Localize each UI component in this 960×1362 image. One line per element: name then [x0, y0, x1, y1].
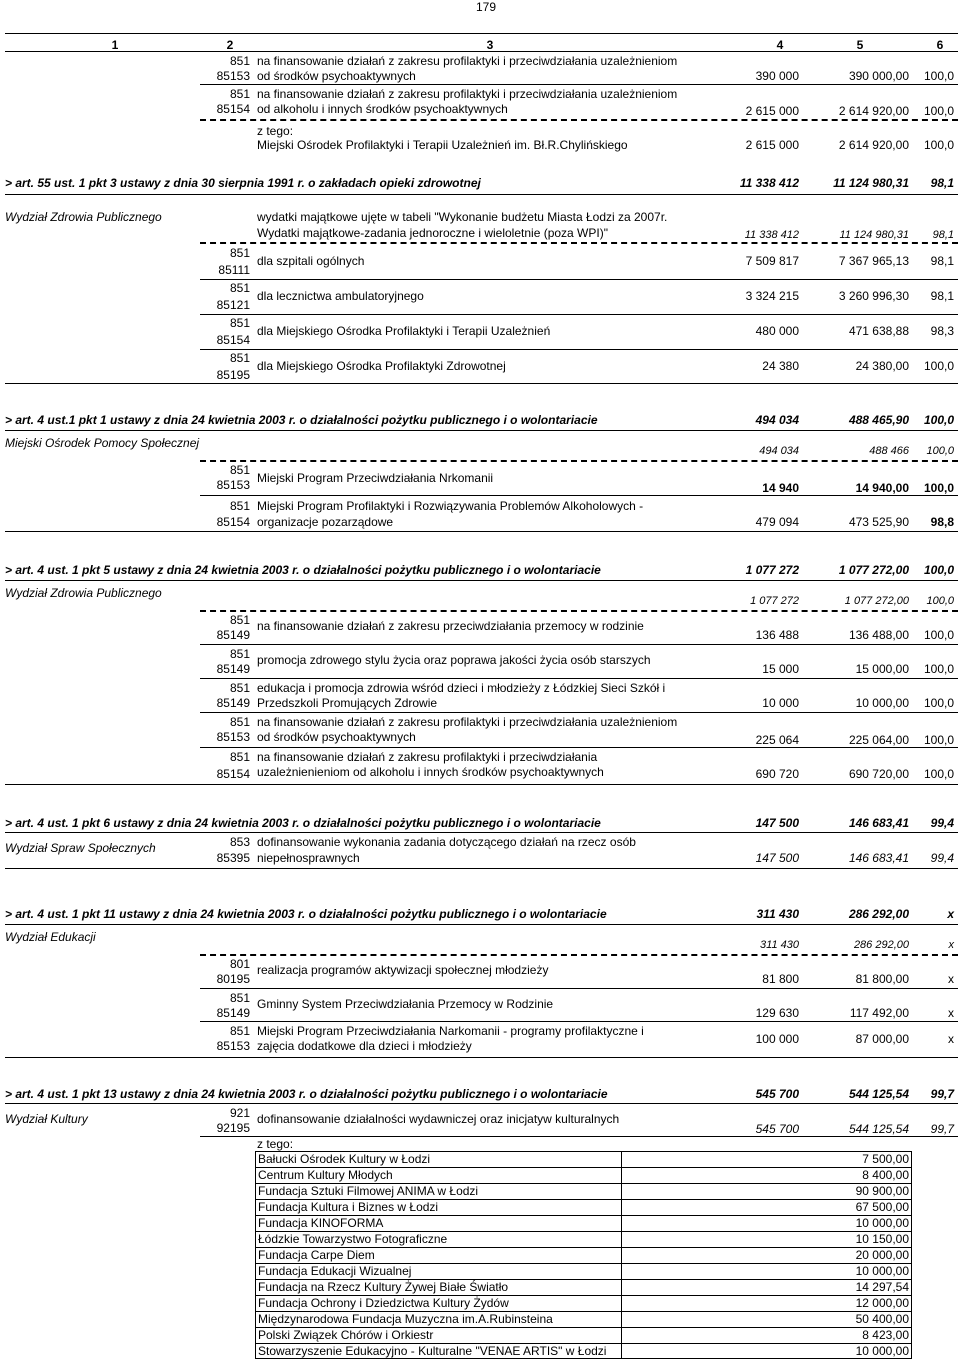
s3-row-4-plan: 225 064: [755, 733, 799, 747]
s3-row-1-wyk: 136 488,00: [848, 628, 909, 642]
header-col-6: 6: [936, 38, 944, 52]
s3-pct: 100,0: [923, 563, 954, 577]
s1-row-4-wyk: 24 380,00: [855, 359, 909, 373]
s6-plan: 545 700: [755, 1087, 799, 1101]
s6-row-wyk: 544 125,54: [848, 1122, 909, 1136]
s1-row-1-plan: 7 509 817: [745, 254, 799, 268]
org-name: Bałucki Ośrodek Kultury w Łodzi: [258, 1152, 431, 1166]
s5-row-1-dz: 801: [229, 957, 250, 971]
s5-row-1-roz: 80195: [216, 972, 250, 986]
s5-pct: x: [947, 907, 954, 921]
s2-row-1-border: [200, 495, 958, 496]
s3-row-3-desc-1: edukacja i promocja zdrowia wśród dzieci i młodzieży z Łódzkiej Sieci Szkół i: [257, 681, 666, 695]
s6-row-border: [200, 1136, 958, 1137]
s4-pct: 99,4: [930, 816, 954, 830]
s4-row-pct: 99,4: [930, 851, 954, 865]
s4-row-desc-2: niepełnosprawnych: [257, 851, 360, 865]
s5-row-2-roz: 85149: [216, 1006, 250, 1020]
s5-row-1-wyk: 81 800,00: [855, 972, 909, 986]
s5-row-3-dz: 851: [229, 1024, 250, 1038]
top-ztego-label: z tego:: [257, 124, 294, 138]
top-row-1-pct: 100,0: [923, 69, 954, 83]
header-col-4: 4: [776, 38, 784, 52]
s3-row-3-plan: 10 000: [762, 696, 799, 710]
org-value: 8 400,00: [862, 1168, 909, 1182]
s1-pct: 98,1: [930, 176, 954, 190]
org-row-border: [255, 1167, 912, 1168]
s2-row-1-wyk: 14 940,00: [855, 481, 909, 495]
s1-row-2-wyk: 3 260 996,30: [838, 289, 909, 303]
s3-row-1-desc-1: na finansowanie działań z zakresu przeciwdziałania przemocy w rodzinie: [257, 619, 644, 633]
s5-bottom-border: [5, 1057, 958, 1058]
s5-unit-wyk: 286 292,00: [853, 939, 909, 951]
s4-wyk: 146 683,41: [848, 816, 909, 830]
s3-row-2-border: [200, 678, 958, 679]
s3-unit-wyk: 1 077 272,00: [844, 595, 909, 607]
s2-row-1-pct: 100,0: [923, 481, 954, 495]
s4-row-dz: 853: [229, 835, 250, 849]
s2-unit: Miejski Ośrodek Pomocy Społecznej: [5, 436, 200, 450]
org-name: Fundacja Carpe Diem: [258, 1248, 375, 1262]
s5-row-1-plan: 81 800: [762, 972, 799, 986]
s5-row-3-roz: 85153: [216, 1039, 250, 1053]
s1-row-4-pct: 100,0: [923, 359, 954, 373]
s3-row-5-dz: 851: [229, 750, 250, 764]
s1-row-3-name: dla Miejskiego Ośrodka Profilaktyki i Terapii Uzależnień: [257, 324, 551, 338]
s3-row-2-roz: 85149: [216, 662, 250, 676]
s3-row-5-plan: 690 720: [755, 767, 799, 781]
s6-title-border: [5, 1103, 958, 1104]
org-row-border: [255, 1311, 912, 1312]
s2-row-1-desc-1: Miejski Program Przeciwdziałania Nrkomanii: [257, 471, 494, 485]
s2-dashed-separator: [200, 460, 958, 462]
s3-title-border: [5, 580, 958, 581]
s2-row-1-plan: 14 940: [762, 481, 799, 495]
s2-title-border: [5, 430, 958, 431]
top-row-1-border: [200, 84, 958, 85]
s3-unit: Wydział Zdrowia Publicznego: [5, 586, 162, 600]
org-value: 10 000,00: [855, 1264, 909, 1278]
s1-dashed-separator: [200, 242, 958, 244]
s4-row-plan: 147 500: [755, 851, 799, 865]
s3-row-3-desc-2: Przedszkoli Promujących Zdrowie: [257, 696, 438, 710]
s3-row-2-wyk: 15 000,00: [855, 662, 909, 676]
s6-pct: 99,7: [930, 1087, 954, 1101]
s1-plan: 11 338 412: [739, 176, 799, 190]
top-row-1-desc-2: od środków psychoaktywnych: [257, 69, 416, 83]
org-value: 67 500,00: [855, 1200, 909, 1214]
top-dashed-separator: [200, 119, 958, 121]
s1-desc-1: wydatki majątkowe ujęte w tabeli "Wykonanie budżetu Miasta Łodzi za 2007r.: [257, 210, 668, 224]
page-number: 179: [475, 0, 497, 14]
s1-row-2-dz: 851: [229, 281, 250, 295]
s3-unit-plan: 1 077 272: [750, 595, 799, 607]
s3-row-2-desc-1: promocja zdrowego stylu życia oraz poprawa jakości życia osób starszych: [257, 653, 651, 667]
s6-unit: Wydział Kultury: [5, 1112, 88, 1126]
header-col-5: 5: [856, 38, 864, 52]
s3-row-4-roz: 85153: [216, 730, 250, 744]
s3-row-2-pct: 100,0: [923, 662, 954, 676]
s5-row-3-wyk: 87 000,00: [855, 1032, 909, 1046]
s4-bottom-border: [5, 868, 958, 869]
s2-title: > art. 4 ust.1 pkt 1 ustawy z dnia 24 kwietnia 2003 r. o działalności pożytku publicznego i o wolontariacie: [5, 413, 598, 427]
s5-row-3-pct: x: [948, 1032, 954, 1046]
s4-unit: Wydział Spraw Społecznych: [5, 841, 156, 855]
s1-row-2-pct: 98,1: [930, 289, 954, 303]
org-value: 90 900,00: [855, 1184, 909, 1198]
s1-wyk: 11 124 980,31: [833, 176, 909, 190]
s3-row-1-roz: 85149: [216, 628, 250, 642]
s3-row-3-roz: 85149: [216, 696, 250, 710]
s5-row-1-border: [200, 988, 958, 989]
s2-row-2-plan: 479 094: [755, 515, 799, 529]
s3-row-4-desc-2: od środków psychoaktywnych: [257, 730, 416, 744]
s2-row-2-dz: 851: [229, 499, 250, 513]
org-name: Fundacja KINOFORMA: [258, 1216, 384, 1230]
s1-row-3-pct: 98,3: [930, 324, 954, 338]
s3-bottom-border: [5, 784, 958, 785]
top-sub-pct: 100,0: [923, 138, 954, 152]
s5-row-1-pct: x: [948, 972, 954, 986]
s2-unit-wyk: 488 466: [869, 445, 909, 457]
s1-row-1-name: dla szpitali ogólnych: [257, 254, 365, 268]
org-row-border: [255, 1215, 912, 1216]
s4-title: > art. 4 ust. 1 pkt 6 ustawy z dnia 24 kwietnia 2003 r. o działalności pożytku publicznego i o wolontariacie: [5, 816, 601, 830]
s1-row-4-dz: 851: [229, 351, 250, 365]
top-row-2-desc-1: na finansowanie działań z zakresu profilaktyki i przeciwdziałania uzależnieniom: [257, 87, 678, 101]
s2-unit-plan: 494 034: [759, 445, 799, 457]
s4-row-desc-1: dofinansowanie wykonania zadania dotyczącego działań na rzecz osób: [257, 835, 636, 849]
s3-row-4-desc-1: na finansowanie działań z zakresu profilaktyki i przeciwdziałania uzależnieniom: [257, 715, 678, 729]
org-row-border: [255, 1199, 912, 1200]
s2-plan: 494 034: [755, 413, 799, 427]
s2-bottom-border: [5, 531, 958, 532]
s5-unit-plan: 311 430: [760, 939, 799, 951]
s2-row-2-pct: 98,8: [930, 515, 954, 529]
org-row-border: [255, 1231, 912, 1232]
s1-row-1-roz: 85111: [218, 263, 250, 277]
s6-title: > art. 4 ust. 1 pkt 13 ustawy z dnia 24 kwietnia 2003 r. o działalności pożytku publicznego i o wolontariacie: [5, 1087, 608, 1101]
s4-plan: 147 500: [755, 816, 799, 830]
s3-row-1-pct: 100,0: [923, 628, 954, 642]
s6-ztego-label: z tego:: [257, 1137, 294, 1151]
s3-wyk: 1 077 272,00: [838, 563, 909, 577]
top-row-2-wyk: 2 614 920,00: [838, 104, 909, 118]
s3-row-5-roz: 85154: [216, 767, 250, 781]
top-sub-plan: 2 615 000: [745, 138, 799, 152]
s5-row-2-border: [200, 1021, 958, 1022]
top-row-1-roz: 85153: [216, 69, 250, 83]
org-value: 14 297,54: [855, 1280, 909, 1294]
s1-row-3-border: [200, 349, 958, 350]
s5-row-2-wyk: 117 492,00: [849, 1006, 909, 1020]
s3-row-5-pct: 100,0: [923, 767, 954, 781]
s4-row-roz: 85395: [216, 851, 250, 865]
s3-row-4-dz: 851: [229, 715, 250, 729]
org-value: 10 000,00: [855, 1216, 909, 1230]
header-col-1: 1: [111, 38, 119, 52]
s2-row-2-desc-1: Miejski Program Profilaktyki i Rozwiązywania Problemów Alkoholowych -: [257, 499, 644, 513]
top-sub-name: Miejski Ośrodek Profilaktyki i Terapii Uzależnień im. Bł.R.Chylińskiego: [257, 138, 628, 152]
s3-row-1-dz: 851: [229, 613, 250, 627]
s1-desc-wyk: 11 124 980,31: [839, 229, 909, 241]
s3-dashed-separator: [200, 610, 958, 612]
top-sub-wyk: 2 614 920,00: [838, 138, 909, 152]
s3-row-4-pct: 100,0: [923, 733, 954, 747]
s3-row-4-wyk: 225 064,00: [848, 733, 909, 747]
org-row-border: [255, 1263, 912, 1264]
top-row-1-dz: 851: [229, 54, 250, 68]
s1-row-4-roz: 85195: [216, 368, 250, 382]
s5-row-2-desc-1: Gminny System Przeciwdziałania Przemocy w Rodzinie: [257, 997, 554, 1011]
s1-row-4-plan: 24 380: [762, 359, 799, 373]
s1-row-2-roz: 85121: [216, 298, 250, 312]
s3-row-5-desc-1: na finansowanie działań z zakresu profilaktyki i przeciwdziałania: [257, 750, 598, 764]
s3-row-1-border: [200, 644, 958, 645]
org-value: 10 150,00: [855, 1232, 909, 1246]
s3-row-3-wyk: 10 000,00: [855, 696, 909, 710]
top-row-2-plan: 2 615 000: [745, 104, 799, 118]
top-row-2-roz: 85154: [216, 102, 250, 116]
org-name: Stowarzyszenie Edukacyjno - Kulturalne "VENAE ARTIS" w Łodzi: [258, 1344, 607, 1358]
org-name: Polski Związek Chórów i Orkiestr: [258, 1328, 434, 1342]
org-row-border: [255, 1183, 912, 1184]
org-name: Fundacja Ochrony i Dziedzictwa Kultury Żydów: [258, 1296, 509, 1310]
org-value: 10 000,00: [855, 1344, 909, 1358]
s3-row-3-border: [200, 712, 958, 713]
s2-row-1-roz: 85153: [216, 478, 250, 492]
s5-dashed-separator: [200, 954, 958, 956]
s5-row-3-desc-2: zajęcia dodatkowe dla dzieci i młodzieży: [257, 1039, 472, 1053]
s2-row-2-desc-2: organizacje pozarządowe: [257, 515, 394, 529]
s1-title: > art. 55 ust. 1 pkt 3 ustawy z dnia 30 sierpnia 1991 r. o zakładach opieki zdrowotnej: [5, 176, 481, 190]
org-name: Centrum Kultury Młodych: [258, 1168, 393, 1182]
org-name: Międzynarodowa Fundacja Muzyczna im.A.Rubinsteina: [258, 1312, 553, 1326]
s5-row-2-pct: x: [948, 1006, 954, 1020]
s6-row-roz: 92195: [216, 1121, 250, 1135]
s2-unit-pct: 100,0: [926, 445, 954, 457]
s3-plan: 1 077 272: [745, 563, 799, 577]
top-row-1-desc-1: na finansowanie działań z zakresu profilaktyki i przeciwdziałania uzależnieniom: [257, 54, 678, 68]
s1-row-1-border: [200, 279, 958, 280]
s5-title: > art. 4 ust. 1 pkt 11 ustawy z dnia 24 kwietnia 2003 r. o działalności pożytku publicznego i o wolontariacie: [5, 907, 607, 921]
org-value: 12 000,00: [855, 1296, 909, 1310]
org-name: Fundacja Kultura i Biznes w Łodzi: [258, 1200, 439, 1214]
s6-row-dz: 921: [229, 1106, 250, 1120]
s4-row-wyk: 146 683,41: [848, 851, 909, 865]
org-name: Łódzkie Towarzystwo Fotograficzne: [258, 1232, 448, 1246]
org-value: 50 400,00: [855, 1312, 909, 1326]
s3-row-5-wyk: 690 720,00: [848, 767, 909, 781]
s5-row-2-dz: 851: [229, 991, 250, 1005]
s3-row-2-dz: 851: [229, 647, 250, 661]
s1-row-3-wyk: 471 638,88: [848, 324, 909, 338]
s1-row-1-wyk: 7 367 965,13: [838, 254, 909, 268]
s3-row-1-plan: 136 488: [755, 628, 799, 642]
s5-title-border: [5, 924, 958, 925]
s1-bottom-border: [5, 383, 958, 384]
s5-plan: 311 430: [756, 907, 799, 921]
s5-unit-pct: x: [948, 939, 954, 951]
s1-row-2-border: [200, 314, 958, 315]
org-row-border: [255, 1343, 912, 1344]
s1-desc-2: Wydatki majątkowe-zadania jednoroczne i wieloletnie (poza WPI)": [257, 226, 608, 240]
s6-row-pct: 99,7: [930, 1122, 954, 1136]
top-row-1-plan: 390 000: [755, 69, 799, 83]
s5-wyk: 286 292,00: [848, 907, 909, 921]
s1-title-border: [5, 194, 958, 195]
s2-row-1-dz: 851: [229, 463, 250, 477]
s5-unit: Wydział Edukacji: [5, 930, 96, 944]
s4-title-border: [5, 832, 958, 833]
s2-row-2-wyk: 473 525,90: [848, 515, 909, 529]
s1-row-3-dz: 851: [229, 316, 250, 330]
s5-row-3-plan: 100 000: [755, 1032, 799, 1046]
org-value: 7 500,00: [862, 1152, 909, 1166]
top-row-2-dz: 851: [229, 87, 250, 101]
org-row-border: [255, 1327, 912, 1328]
s1-unit: Wydział Zdrowia Publicznego: [5, 210, 162, 224]
top-row-1-wyk: 390 000,00: [848, 69, 909, 83]
s2-row-2-roz: 85154: [216, 515, 250, 529]
s1-row-2-plan: 3 324 215: [745, 289, 799, 303]
s1-row-2-name: dla lecznictwa ambulatoryjnego: [257, 289, 424, 303]
org-row-border: [255, 1295, 912, 1296]
s1-row-3-plan: 480 000: [755, 324, 799, 338]
org-row-border: [255, 1247, 912, 1248]
s6-row-plan: 545 700: [755, 1122, 799, 1136]
s5-row-1-desc-1: realizacja programów aktywizacji społecznej młodzieży: [257, 963, 549, 977]
s5-row-2-plan: 129 630: [755, 1006, 799, 1020]
s3-row-2-plan: 15 000: [762, 662, 799, 676]
s3-row-4-border: [200, 747, 958, 748]
s2-wyk: 488 465,90: [848, 413, 909, 427]
s1-row-3-roz: 85154: [216, 333, 250, 347]
s3-row-3-dz: 851: [229, 681, 250, 695]
org-name: Fundacja Edukacji Wizualnej: [258, 1264, 412, 1278]
top-row-2-desc-2: od alkoholu i innych środków psychoaktywnych: [257, 102, 508, 116]
org-row-border: [255, 1279, 912, 1280]
header-bottom-border: [5, 51, 958, 52]
top-row-2-pct: 100,0: [923, 104, 954, 118]
s3-row-3-pct: 100,0: [923, 696, 954, 710]
org-value: 20 000,00: [855, 1248, 909, 1262]
s6-wyk: 544 125,54: [848, 1087, 909, 1101]
s2-pct: 100,0: [923, 413, 954, 427]
s1-row-1-dz: 851: [229, 246, 250, 260]
org-name: Fundacja Sztuki Filmowej ANIMA w Łodzi: [258, 1184, 479, 1198]
s1-row-4-name: dla Miejskiego Ośrodka Profilaktyki Zdrowotnej: [257, 359, 506, 373]
org-value: 8 423,00: [862, 1328, 909, 1342]
s1-desc-plan: 11 338 412: [744, 229, 799, 241]
s1-desc-pct: 98,1: [932, 229, 954, 241]
header-col-2: 2: [226, 38, 234, 52]
s1-row-1-pct: 98,1: [930, 254, 954, 268]
table-top-border: [5, 33, 958, 34]
s3-unit-pct: 100,0: [926, 595, 954, 607]
s6-row-name: dofinansowanie działalności wydawniczej oraz inicjatyw kulturalnych: [257, 1112, 620, 1126]
s5-row-3-desc-1: Miejski Program Przeciwdziałania Narkomanii - programy profilaktyczne i: [257, 1024, 644, 1038]
org-name: Fundacja na Rzecz Kultury Żywej Białe Światło: [258, 1280, 509, 1294]
header-col-3: 3: [486, 38, 494, 52]
s3-row-5-desc-2: uzależnienieniom od alkoholu i innych środków psychoaktywnych: [257, 765, 604, 779]
s3-title: > art. 4 ust. 1 pkt 5 ustawy z dnia 24 kwietnia 2003 r. o działalności pożytku publicznego i o wolontariacie: [5, 563, 601, 577]
